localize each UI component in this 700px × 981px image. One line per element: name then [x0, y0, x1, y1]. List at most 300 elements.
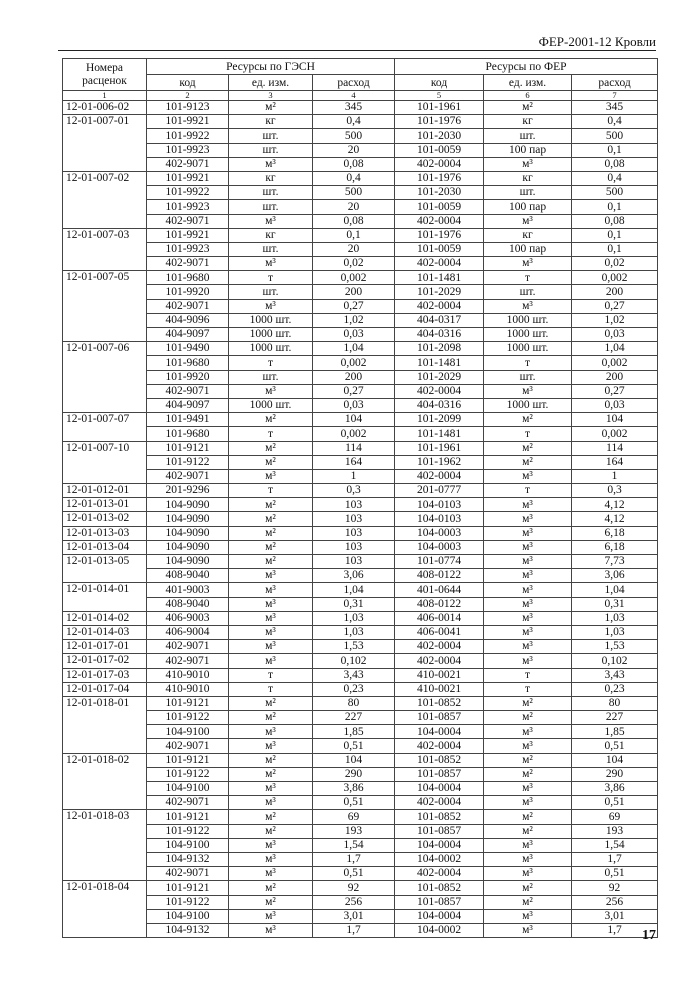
fer-amount-cell: 164 [572, 455, 658, 469]
gesn-unit-cell: т [229, 668, 313, 682]
fer-code-cell: 101-2099 [395, 413, 484, 427]
gesn-code-cell: 101-9121 [147, 810, 229, 824]
gesn-unit-cell: м² [229, 895, 313, 909]
fer-unit-cell: м³ [484, 739, 572, 753]
gesn-code-cell: 101-9123 [147, 101, 229, 115]
fer-code-cell: 104-0003 [395, 540, 484, 554]
table-row [63, 909, 658, 923]
table-row [63, 115, 658, 129]
fer-amount-cell: 1,03 [572, 611, 658, 625]
fer-unit-cell: м² [484, 824, 572, 838]
gesn-unit-cell: м² [229, 498, 313, 512]
fer-code-cell: 101-0852 [395, 810, 484, 824]
fer-unit-cell: м³ [484, 909, 572, 923]
gesn-unit-cell: 1000 шт. [229, 313, 313, 327]
gesn-code-cell: 410-9010 [147, 668, 229, 682]
group-header-fer: Ресурсы по ФЕР [395, 59, 658, 75]
fer-code-cell: 402-0004 [395, 739, 484, 753]
gesn-amount-cell: 0,02 [313, 257, 395, 271]
fer-code-cell: 101-2098 [395, 342, 484, 356]
gesn-amount-cell: 103 [313, 498, 395, 512]
fer-code-cell: 101-1961 [395, 441, 484, 455]
gesn-unit-cell: м² [229, 824, 313, 838]
gesn-amount-cell: 1,04 [313, 342, 395, 356]
table-row [63, 526, 658, 540]
fer-code-cell: 404-0316 [395, 398, 484, 412]
fer-code-cell: 101-0852 [395, 696, 484, 710]
table-row [63, 838, 658, 852]
fer-code-cell: 410-0021 [395, 668, 484, 682]
fer-code-cell: 101-1976 [395, 171, 484, 185]
fer-code-cell: 104-0004 [395, 725, 484, 739]
fer-code-cell: 406-0014 [395, 611, 484, 625]
gesn-code-cell: 101-9921 [147, 228, 229, 242]
gesn-unit-cell: кг [229, 171, 313, 185]
gesn-code-cell: 408-9040 [147, 597, 229, 611]
table-row [63, 569, 658, 583]
fer-unit-cell: м³ [484, 640, 572, 654]
table-row [63, 484, 658, 498]
gesn-code-cell: 101-9122 [147, 895, 229, 909]
gesn-unit-cell: м² [229, 441, 313, 455]
rate-number-cell: 12-01-013-05 [63, 555, 147, 583]
fer-code-cell: 101-2029 [395, 285, 484, 299]
table-row [63, 271, 658, 285]
gesn-code-cell: 201-9296 [147, 484, 229, 498]
table-row [63, 342, 658, 356]
table-row [63, 498, 658, 512]
gesn-code-cell: 402-9071 [147, 640, 229, 654]
gesn-amount-cell: 103 [313, 526, 395, 540]
gesn-amount-cell: 500 [313, 129, 395, 143]
gesn-code-cell: 101-9121 [147, 881, 229, 895]
gesn-amount-cell: 0,51 [313, 867, 395, 881]
table-row [63, 824, 658, 838]
gesn-unit-cell: м² [229, 767, 313, 781]
fer-unit-cell: м³ [484, 512, 572, 526]
gesn-amount-cell: 20 [313, 200, 395, 214]
fer-amount-cell: 0,4 [572, 115, 658, 129]
fer-code-cell: 104-0003 [395, 526, 484, 540]
table-row [63, 413, 658, 427]
fer-code-cell: 101-2030 [395, 186, 484, 200]
gesn-amount-cell: 1,53 [313, 640, 395, 654]
gesn-amount-cell: 3,43 [313, 668, 395, 682]
fer-unit-cell: м³ [484, 157, 572, 171]
fer-unit-cell: кг [484, 115, 572, 129]
fer-code-cell: 104-0004 [395, 909, 484, 923]
rate-number-cell: 12-01-007-10 [63, 441, 147, 484]
fer-unit-cell: м³ [484, 583, 572, 597]
table-row [63, 753, 658, 767]
fer-amount-cell: 0,03 [572, 328, 658, 342]
gesn-code-cell: 101-9122 [147, 824, 229, 838]
table-row [63, 782, 658, 796]
rate-number-cell: 12-01-014-01 [63, 583, 147, 611]
fer-code-cell: 101-2030 [395, 129, 484, 143]
fer-amount-cell: 1,02 [572, 313, 658, 327]
fer-amount-cell: 92 [572, 881, 658, 895]
gesn-code-cell: 101-9122 [147, 767, 229, 781]
rate-number-cell: 12-01-013-04 [63, 540, 147, 554]
table-row [63, 455, 658, 469]
rate-number-cell: 12-01-007-01 [63, 115, 147, 172]
gesn-unit-cell: м³ [229, 625, 313, 639]
gesn-code-cell: 402-9071 [147, 469, 229, 483]
gesn-code-cell: 101-9921 [147, 171, 229, 185]
gesn-code-cell: 402-9071 [147, 796, 229, 810]
gesn-amount-cell: 345 [313, 101, 395, 115]
fer-code-cell: 101-1961 [395, 101, 484, 115]
gesn-code-cell: 101-9121 [147, 441, 229, 455]
gesn-amount-cell: 104 [313, 753, 395, 767]
fer-code-cell: 402-0004 [395, 299, 484, 313]
fer-code-cell: 410-0021 [395, 682, 484, 696]
gesn-code-cell: 101-9923 [147, 242, 229, 256]
fer-amount-cell: 200 [572, 370, 658, 384]
table-row [63, 895, 658, 909]
table-row [63, 611, 658, 625]
fer-amount-cell: 1 [572, 469, 658, 483]
fer-unit-cell: м³ [484, 498, 572, 512]
table-row [63, 257, 658, 271]
fer-amount-cell: 0,23 [572, 682, 658, 696]
gesn-amount-cell: 227 [313, 711, 395, 725]
fer-code-cell: 104-0103 [395, 512, 484, 526]
table-row [63, 625, 658, 639]
gesn-amount-cell: 0,08 [313, 214, 395, 228]
gesn-unit-cell: м³ [229, 909, 313, 923]
fer-unit-cell: шт. [484, 129, 572, 143]
gesn-unit-cell: 1000 шт. [229, 328, 313, 342]
gesn-amount-cell: 0,1 [313, 228, 395, 242]
fer-unit-cell: м³ [484, 257, 572, 271]
fer-code-cell: 404-0317 [395, 313, 484, 327]
gesn-unit-cell: м² [229, 455, 313, 469]
gesn-amount-cell: 1 [313, 469, 395, 483]
gesn-amount-cell: 3,01 [313, 909, 395, 923]
column-header-gesn-code: код [147, 75, 229, 91]
gesn-amount-cell: 0,002 [313, 271, 395, 285]
fer-code-cell: 408-0122 [395, 569, 484, 583]
gesn-amount-cell: 200 [313, 370, 395, 384]
gesn-code-cell: 410-9010 [147, 682, 229, 696]
gesn-amount-cell: 103 [313, 540, 395, 554]
fer-unit-cell: м³ [484, 469, 572, 483]
fer-amount-cell: 1,04 [572, 583, 658, 597]
gesn-unit-cell: т [229, 356, 313, 370]
fer-amount-cell: 1,03 [572, 625, 658, 639]
fer-unit-cell: м³ [484, 299, 572, 313]
fer-code-cell: 104-0004 [395, 782, 484, 796]
fer-amount-cell: 3,06 [572, 569, 658, 583]
document-title: ФЕР-2001-12 Кровли [538, 34, 656, 49]
table-row [63, 200, 658, 214]
fer-unit-cell: 100 пар [484, 242, 572, 256]
table-row [63, 796, 658, 810]
gesn-unit-cell: м² [229, 555, 313, 569]
gesn-amount-cell: 0,27 [313, 384, 395, 398]
gesn-amount-cell: 114 [313, 441, 395, 455]
gesn-unit-cell: шт. [229, 285, 313, 299]
gesn-amount-cell: 0,3 [313, 484, 395, 498]
table-row [63, 767, 658, 781]
gesn-code-cell: 104-9100 [147, 909, 229, 923]
table-row [63, 101, 658, 115]
gesn-unit-cell: м² [229, 696, 313, 710]
fer-amount-cell: 80 [572, 696, 658, 710]
gesn-unit-cell: шт. [229, 186, 313, 200]
gesn-unit-cell: м² [229, 512, 313, 526]
fer-code-cell: 402-0004 [395, 257, 484, 271]
column-header-gesn-unit: ед. изм. [229, 75, 313, 91]
gesn-amount-cell: 1,03 [313, 611, 395, 625]
gesn-amount-cell: 0,51 [313, 796, 395, 810]
gesn-unit-cell: шт. [229, 129, 313, 143]
fer-unit-cell: м³ [484, 852, 572, 866]
fer-code-cell: 402-0004 [395, 214, 484, 228]
gesn-code-cell: 101-9121 [147, 753, 229, 767]
fer-amount-cell: 7,73 [572, 555, 658, 569]
fer-unit-cell: м² [484, 753, 572, 767]
gesn-unit-cell: шт. [229, 200, 313, 214]
fer-unit-cell: м³ [484, 796, 572, 810]
gesn-amount-cell: 3,86 [313, 782, 395, 796]
fer-code-cell: 402-0004 [395, 654, 484, 668]
table-row [63, 668, 658, 682]
gesn-code-cell: 101-9490 [147, 342, 229, 356]
gesn-amount-cell: 0,51 [313, 739, 395, 753]
table-row [63, 711, 658, 725]
rate-number-cell: 12-01-007-05 [63, 271, 147, 342]
gesn-amount-cell: 256 [313, 895, 395, 909]
table-row [63, 370, 658, 384]
gesn-unit-cell: м³ [229, 796, 313, 810]
fer-amount-cell: 0,1 [572, 143, 658, 157]
fer-unit-cell: кг [484, 228, 572, 242]
gesn-code-cell: 404-9096 [147, 313, 229, 327]
fer-amount-cell: 3,43 [572, 668, 658, 682]
gesn-code-cell: 104-9100 [147, 725, 229, 739]
fer-amount-cell: 0,002 [572, 271, 658, 285]
gesn-amount-cell: 20 [313, 143, 395, 157]
table-row [63, 682, 658, 696]
fer-unit-cell: т [484, 668, 572, 682]
fer-unit-cell: 1000 шт. [484, 313, 572, 327]
table-row [63, 654, 658, 668]
rate-number-cell: 12-01-017-02 [63, 654, 147, 668]
gesn-code-cell: 101-9122 [147, 455, 229, 469]
gesn-amount-cell: 164 [313, 455, 395, 469]
fer-amount-cell: 6,18 [572, 526, 658, 540]
gesn-code-cell: 101-9680 [147, 271, 229, 285]
fer-unit-cell: м³ [484, 540, 572, 554]
table-row [63, 356, 658, 370]
table-row [63, 583, 658, 597]
fer-amount-cell: 227 [572, 711, 658, 725]
gesn-code-cell: 101-9122 [147, 711, 229, 725]
fer-code-cell: 101-1481 [395, 427, 484, 441]
gesn-unit-cell: м³ [229, 157, 313, 171]
table-row [63, 881, 658, 895]
gesn-code-cell: 406-9003 [147, 611, 229, 625]
fer-unit-cell: м² [484, 413, 572, 427]
gesn-code-cell: 404-9097 [147, 398, 229, 412]
fer-code-cell: 101-1976 [395, 228, 484, 242]
fer-code-cell: 402-0004 [395, 867, 484, 881]
gesn-code-cell: 104-9090 [147, 498, 229, 512]
fer-unit-cell: т [484, 682, 572, 696]
fer-code-cell: 406-0041 [395, 625, 484, 639]
table-row [63, 725, 658, 739]
gesn-code-cell: 402-9071 [147, 384, 229, 398]
fer-code-cell: 101-0857 [395, 895, 484, 909]
header-divider [58, 50, 656, 51]
fer-amount-cell: 0,27 [572, 384, 658, 398]
column-index: 1 [63, 91, 147, 101]
fer-code-cell: 402-0004 [395, 640, 484, 654]
fer-unit-cell: 100 пар [484, 143, 572, 157]
fer-unit-cell: кг [484, 171, 572, 185]
table-row [63, 597, 658, 611]
group-header-gesn: Ресурсы по ГЭСН [147, 59, 395, 75]
fer-code-cell: 402-0004 [395, 469, 484, 483]
table-body [63, 101, 658, 938]
table-row [63, 810, 658, 824]
gesn-unit-cell: м³ [229, 725, 313, 739]
fer-amount-cell: 1,54 [572, 838, 658, 852]
table-row [63, 441, 658, 455]
fer-amount-cell: 0,02 [572, 257, 658, 271]
fer-unit-cell: м² [484, 711, 572, 725]
gesn-unit-cell: м³ [229, 923, 313, 937]
gesn-unit-cell: м³ [229, 852, 313, 866]
fer-code-cell: 104-0004 [395, 838, 484, 852]
fer-unit-cell: м³ [484, 555, 572, 569]
table-row [63, 640, 658, 654]
table-row [63, 228, 658, 242]
table-row [63, 696, 658, 710]
gesn-amount-cell: 0,03 [313, 328, 395, 342]
fer-unit-cell: м³ [484, 782, 572, 796]
fer-amount-cell: 1,85 [572, 725, 658, 739]
gesn-unit-cell: кг [229, 228, 313, 242]
gesn-unit-cell: шт. [229, 242, 313, 256]
fer-unit-cell: т [484, 356, 572, 370]
fer-unit-cell: м² [484, 441, 572, 455]
gesn-code-cell: 104-9090 [147, 555, 229, 569]
fer-unit-cell: м² [484, 881, 572, 895]
gesn-unit-cell: м³ [229, 469, 313, 483]
fer-amount-cell: 0,3 [572, 484, 658, 498]
table-row [63, 143, 658, 157]
fer-amount-cell: 256 [572, 895, 658, 909]
table-row [63, 214, 658, 228]
rate-number-cell: 12-01-014-02 [63, 611, 147, 625]
fer-unit-cell: м³ [484, 725, 572, 739]
fer-code-cell: 101-0857 [395, 711, 484, 725]
fer-code-cell: 402-0004 [395, 384, 484, 398]
gesn-code-cell: 402-9071 [147, 257, 229, 271]
fer-amount-cell: 500 [572, 186, 658, 200]
fer-code-cell: 101-2029 [395, 370, 484, 384]
fer-amount-cell: 0,002 [572, 356, 658, 370]
gesn-amount-cell: 1,02 [313, 313, 395, 327]
gesn-unit-cell: м² [229, 526, 313, 540]
rate-number-cell: 12-01-018-03 [63, 810, 147, 881]
rate-number-cell: 12-01-007-07 [63, 413, 147, 441]
rate-number-cell: 12-01-017-04 [63, 682, 147, 696]
gesn-unit-cell: м² [229, 413, 313, 427]
gesn-unit-cell: м² [229, 810, 313, 824]
gesn-code-cell: 101-9923 [147, 143, 229, 157]
fer-amount-cell: 1,04 [572, 342, 658, 356]
fer-amount-cell: 0,08 [572, 157, 658, 171]
rate-number-cell: 12-01-013-01 [63, 498, 147, 512]
gesn-unit-cell: м³ [229, 739, 313, 753]
fer-amount-cell: 0,27 [572, 299, 658, 313]
gesn-amount-cell: 1,54 [313, 838, 395, 852]
fer-amount-cell: 200 [572, 285, 658, 299]
gesn-code-cell: 402-9071 [147, 739, 229, 753]
rate-number-cell: 12-01-014-03 [63, 625, 147, 639]
fer-unit-cell: 1000 шт. [484, 328, 572, 342]
gesn-unit-cell: м³ [229, 838, 313, 852]
gesn-code-cell: 104-9090 [147, 526, 229, 540]
fer-code-cell: 402-0004 [395, 157, 484, 171]
gesn-amount-cell: 0,31 [313, 597, 395, 611]
gesn-amount-cell: 0,03 [313, 398, 395, 412]
fer-unit-cell: м³ [484, 526, 572, 540]
rate-number-cell: 12-01-013-02 [63, 512, 147, 526]
gesn-code-cell: 402-9071 [147, 654, 229, 668]
column-index: 3 [229, 91, 313, 101]
table-row [63, 285, 658, 299]
fer-amount-cell: 0,1 [572, 242, 658, 256]
gesn-code-cell: 101-9920 [147, 285, 229, 299]
gesn-unit-cell: м² [229, 711, 313, 725]
fer-unit-cell: м³ [484, 625, 572, 639]
fer-code-cell: 104-0002 [395, 923, 484, 937]
fer-unit-cell: м² [484, 696, 572, 710]
fer-amount-cell: 0,51 [572, 739, 658, 753]
fer-amount-cell: 104 [572, 753, 658, 767]
column-header-fer-unit: ед. изм. [484, 75, 572, 91]
gesn-unit-cell: м³ [229, 611, 313, 625]
table-row [63, 398, 658, 412]
table-row [63, 171, 658, 185]
gesn-amount-cell: 1,7 [313, 852, 395, 866]
gesn-unit-cell: шт. [229, 370, 313, 384]
gesn-unit-cell: м³ [229, 583, 313, 597]
gesn-unit-cell: т [229, 484, 313, 498]
gesn-amount-cell: 1,04 [313, 583, 395, 597]
page-number: 17 [642, 928, 656, 943]
fer-amount-cell: 0,51 [572, 867, 658, 881]
fer-amount-cell: 6,18 [572, 540, 658, 554]
gesn-amount-cell: 1,85 [313, 725, 395, 739]
rate-number-cell: 12-01-007-02 [63, 171, 147, 228]
table-row [63, 186, 658, 200]
fer-unit-cell: м² [484, 455, 572, 469]
fer-amount-cell: 0,102 [572, 654, 658, 668]
fer-code-cell: 101-0857 [395, 767, 484, 781]
gesn-amount-cell: 0,23 [313, 682, 395, 696]
gesn-code-cell: 402-9071 [147, 157, 229, 171]
gesn-code-cell: 104-9132 [147, 923, 229, 937]
gesn-code-cell: 406-9004 [147, 625, 229, 639]
gesn-unit-cell: кг [229, 115, 313, 129]
